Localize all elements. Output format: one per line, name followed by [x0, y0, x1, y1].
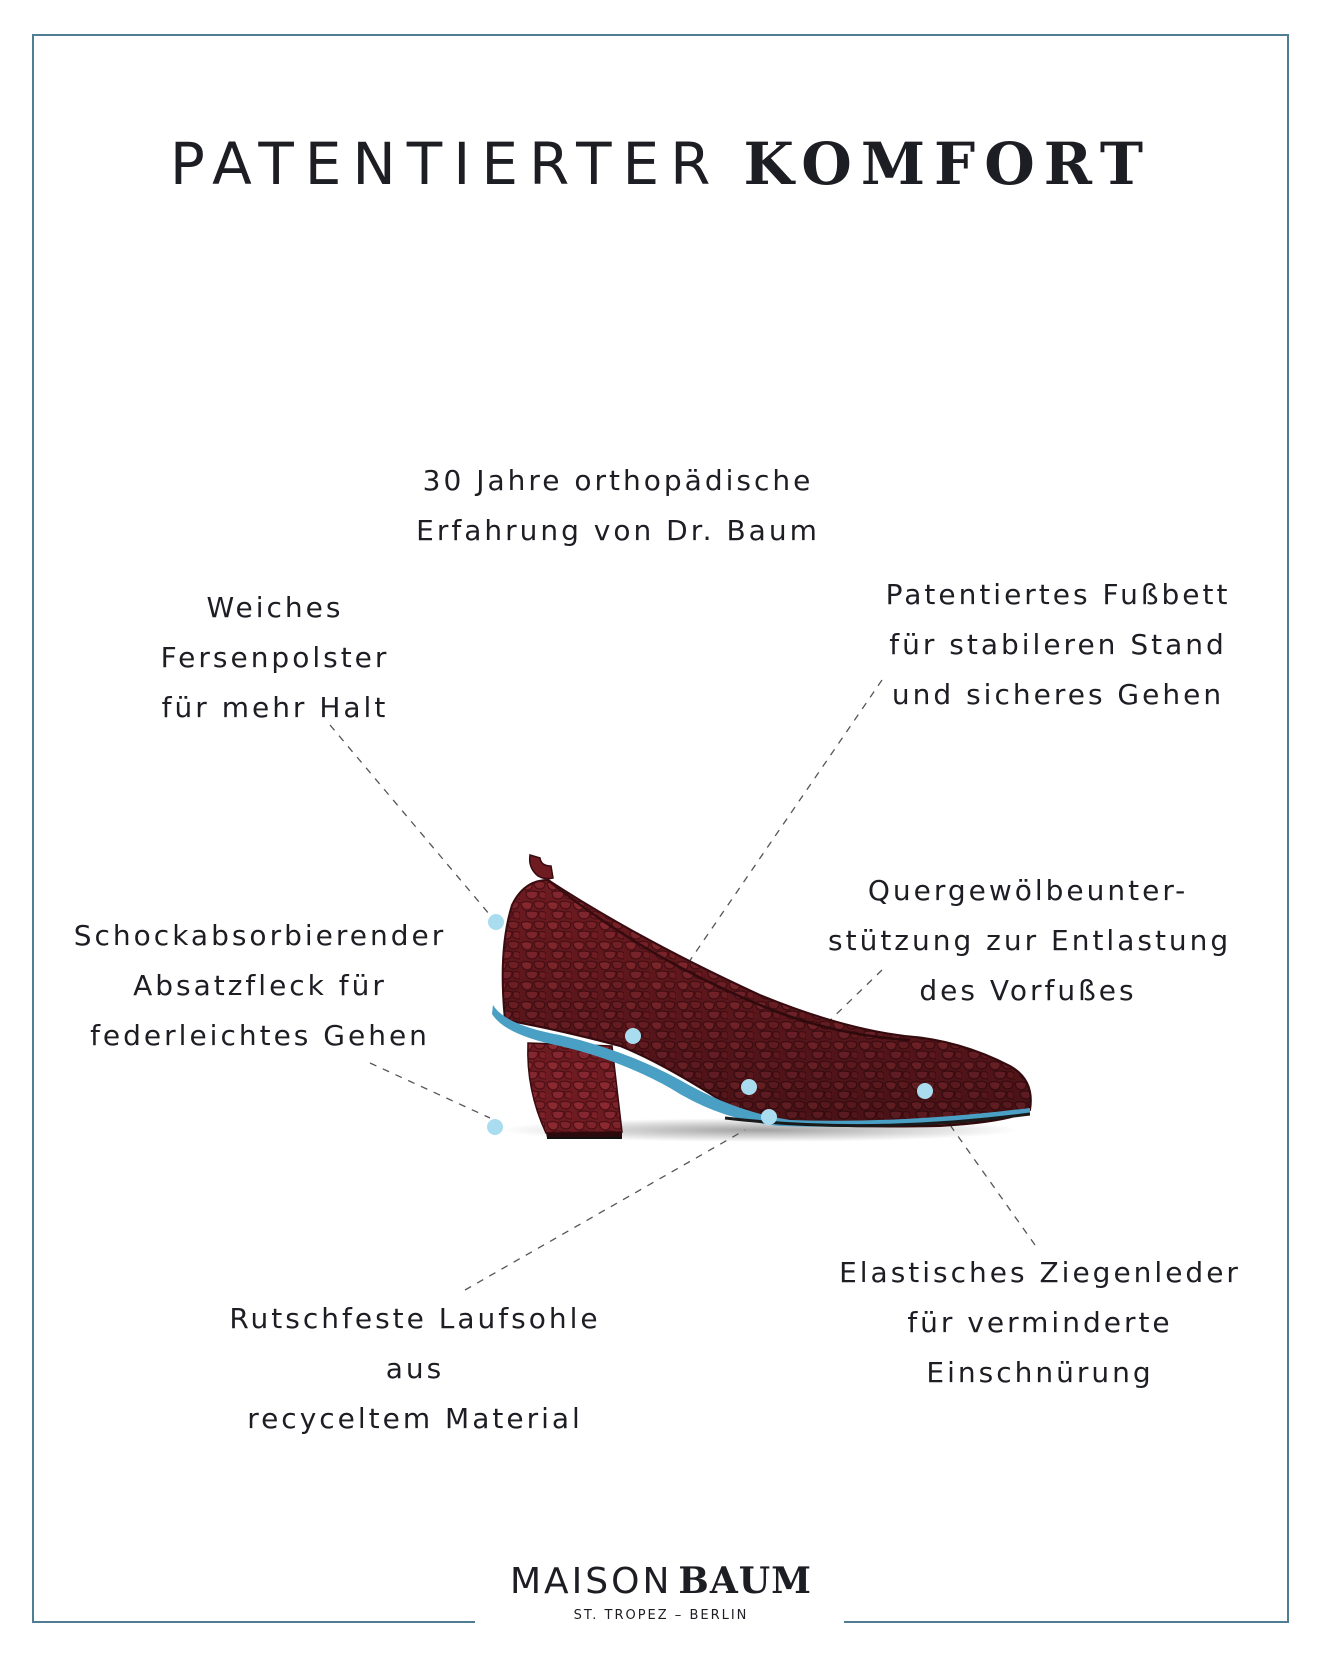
brand-name-light: MAISON [509, 1561, 673, 1602]
feature-shock-absorbing [60, 911, 460, 1061]
brand-name-bold: BAUM [678, 1560, 813, 1602]
marker-heel-pad [488, 914, 504, 930]
brand-tagline: ST. TROPEZ – BERLIN [573, 1608, 749, 1623]
feature-leather-line-2: für verminderte [907, 1306, 1173, 1339]
feature-experience [408, 456, 828, 556]
brand-logo [0, 1560, 1322, 1602]
feature-arch-support [828, 866, 1232, 1016]
feature-footbed-line-3: und sicheres Gehen [891, 678, 1225, 711]
feature-leather-line-3: Einschnürung [926, 1356, 1154, 1389]
feature-heel-pad [130, 583, 420, 733]
feature-footbed-line-1: Patentiertes Fußbett [885, 578, 1231, 611]
feature-heel-pad-line-2: Fersenpolster [160, 641, 390, 674]
feature-shock-absorbing-line-2: Absatzfleck für [133, 969, 387, 1002]
feature-experience-line-1: 30 Jahre orthopädische [422, 464, 814, 497]
marker-heel-patch [487, 1119, 503, 1135]
feature-arch-support-line-1: Quergewölbeunter- [867, 874, 1189, 907]
feature-shock-absorbing-line-3: federleichtes Gehen [90, 1019, 430, 1052]
feature-shock-absorbing-line-1: Schockabsorbierender [73, 919, 447, 952]
feature-leather-line-1: Elastisches Ziegenleder [839, 1256, 1241, 1289]
feature-arch-support-line-2: stützung zur Entlastung [828, 924, 1232, 957]
feature-sole-line-2: aus [385, 1352, 445, 1385]
feature-footbed [858, 570, 1258, 720]
marker-leather [917, 1083, 933, 1099]
feature-experience-line-2: Erfahrung von Dr. Baum [416, 514, 820, 547]
marker-sole [761, 1109, 777, 1125]
feature-arch-support-line-3: des Vorfußes [919, 974, 1137, 1007]
title-part-1: PATENTIERTER [169, 130, 722, 198]
title-part-2: KOMFORT [743, 130, 1153, 198]
marker-arch-upper [741, 1079, 757, 1095]
feature-heel-pad-line-1: Weiches [206, 591, 344, 624]
feature-sole-line-3: recyceltem Material [247, 1402, 583, 1435]
feature-sole [220, 1294, 610, 1444]
feature-footbed-line-2: für stabileren Stand [889, 628, 1227, 661]
feature-sole-line-1: Rutschfeste Laufsohle [229, 1302, 601, 1335]
feature-leather [830, 1248, 1250, 1398]
feature-heel-pad-line-3: für mehr Halt [161, 691, 389, 724]
marker-footbed [625, 1028, 641, 1044]
